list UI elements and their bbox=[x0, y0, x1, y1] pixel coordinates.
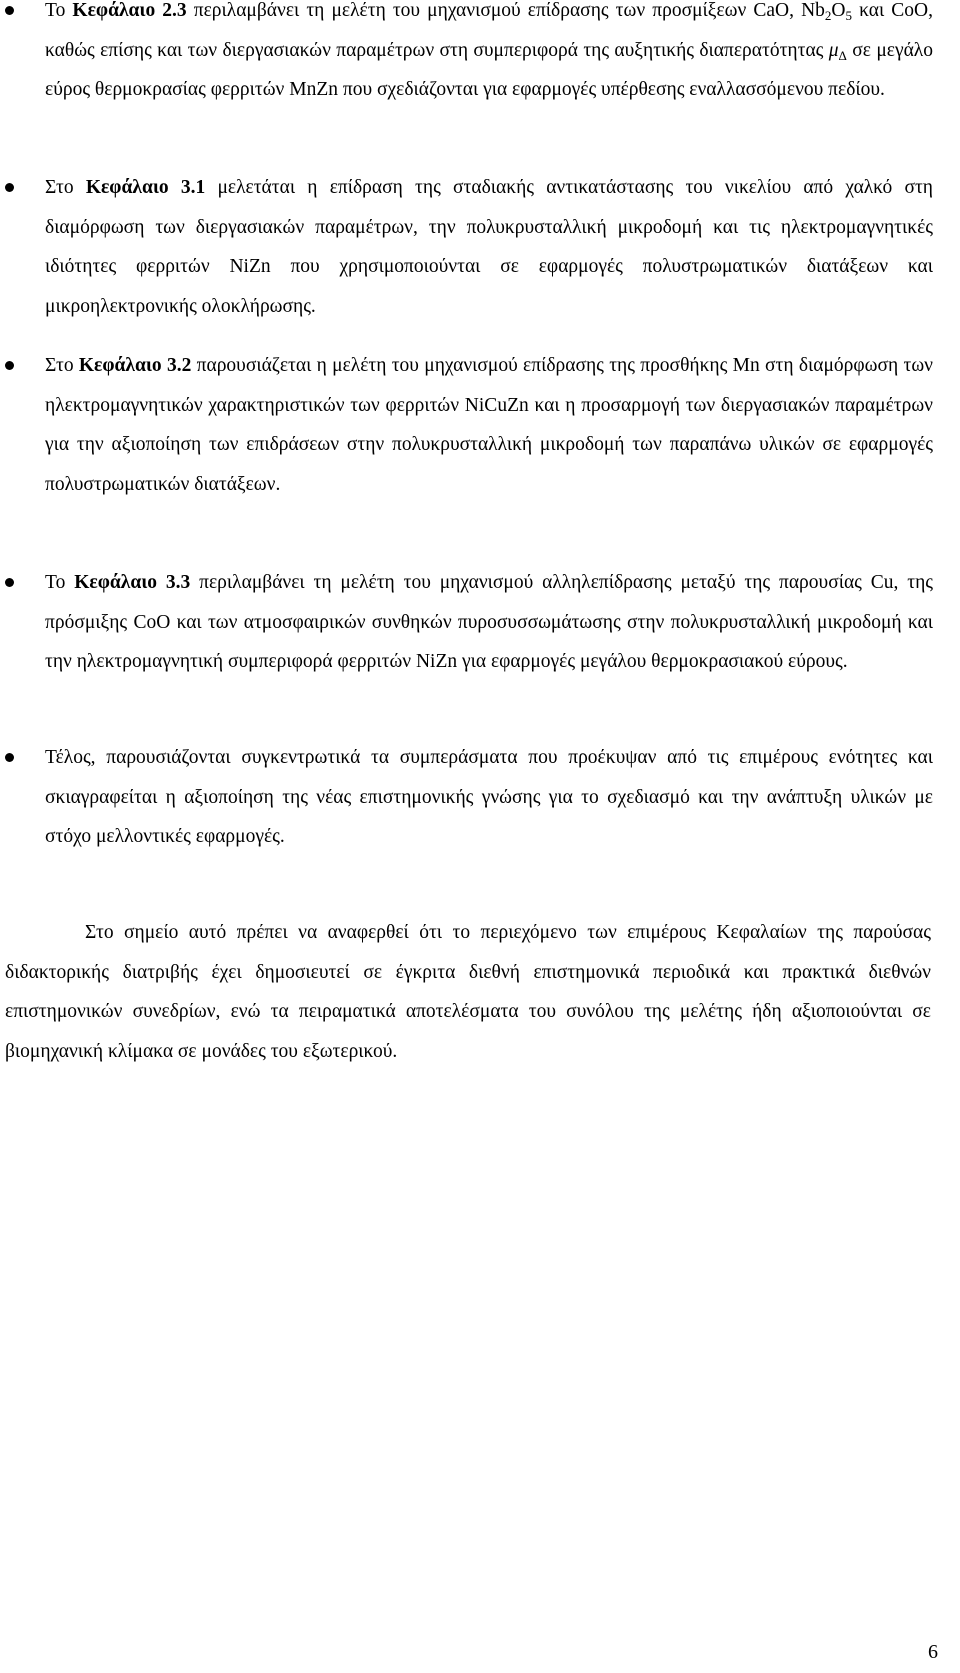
bullet-icon bbox=[5, 753, 14, 762]
list-item bbox=[0, 168, 960, 326]
subscript: Δ bbox=[838, 47, 847, 63]
chapter-ref: Κεφάλαιο 3.1 bbox=[85, 177, 206, 198]
item-text: O bbox=[831, 0, 846, 21]
chapter-ref: Κεφάλαιο 3.2 bbox=[78, 355, 192, 376]
item-prefix: Στο bbox=[45, 177, 86, 198]
list-item bbox=[0, 563, 960, 682]
item-text: παρουσιάζεται η μελέτη του μηχανισμού επίδρασης της προσθήκης Mn στη διαμόρφωση των ηλεκτρομαγνητικών χαρακτηριστικών των φερριτών NiCuZn και η προσαρμογή των διεργασιακών παραμέτρων για την αξιοποίηση των επιδράσεων στην πολυκρυσταλλική μικροδομή των παραπάνω υλικών σε εφαρμογές πολυστρωματικών διατάξεων. bbox=[45, 355, 933, 495]
item-prefix: Το bbox=[45, 0, 73, 21]
item-text: περιλαμβάνει τη μελέτη του μηχανισμού επίδρασης των προσμίξεων CaO, Nb bbox=[186, 0, 825, 21]
bullet-icon bbox=[5, 361, 14, 370]
item-text: Τέλος, παρουσιάζονται συγκεντρωτικά τα συμπεράσματα που προέκυψαν από τις επιμέρους ενότητες και σκιαγραφείται η αξιοποίηση της νέας επιστημονικής γνώσης για το σχεδιασμό και την ανάπτυξη υλικών με στόχο μελλοντικές εφαρμογές. bbox=[45, 747, 933, 847]
subscript: 2 bbox=[824, 8, 832, 23]
list-item bbox=[0, 0, 960, 110]
item-text: μελετάται η επίδραση της σταδιακής αντικατάστασης του νικελίου από χαλκό στη διαμόρφωση των διεργασιακών παραμέτρων, την πολυκρυσταλλική μικροδομή και τις ηλεκτρομαγνητικές ιδιότητες φερριτών NiZn που χρησιμοποιούνται σε εφαρμογές πολυστρωματικών διατάξεων και μικροηλεκτρονικής ολοκλήρωσης. bbox=[45, 177, 933, 317]
chapter-ref: Κεφάλαιο 3.3 bbox=[74, 572, 191, 593]
permeability-symbol: μ bbox=[828, 39, 839, 61]
bullet-icon bbox=[5, 6, 14, 15]
bullet-icon bbox=[5, 183, 14, 192]
closing-paragraph: Στο σημείο αυτό πρέπει να αναφερθεί ότι το περιεχόμενο των επιμέρους Κεφαλαίων της παρούσας διδακτορικής διατριβής έχει δημοσιευτεί σε έγκριτα διεθνή επιστημονικά περιοδικά και πρακτικά διεθνών επιστημονικών συνεδρίων, ενώ τα πειραματικά αποτελέσματα του συνόλου της μελέτης ήδη αξιοποιούνται σε βιομηχανική κλίμακα σε μονάδες του εξωτερικού. bbox=[5, 922, 931, 1062]
list-item bbox=[0, 346, 960, 504]
chapter-ref: Κεφάλαιο 2.3 bbox=[72, 0, 187, 21]
subscript: 5 bbox=[845, 8, 853, 23]
item-prefix: Στο bbox=[45, 355, 79, 376]
item-text: και CoO, καθώς επίσης και των διεργασιακών παραμέτρων στη συμπεριφορά της αυξητικής διαπερατότητας bbox=[45, 0, 933, 61]
list-item bbox=[0, 738, 960, 857]
item-prefix: Το bbox=[45, 572, 75, 593]
page-number: 6 bbox=[928, 1641, 938, 1663]
bullet-icon bbox=[5, 578, 14, 587]
item-text: σε μεγάλο εύρος θερμοκρασίας φερριτών MnZn που σχεδιάζονται για εφαρμογές υπέρθεσης εναλλασσόμενου πεδίου. bbox=[45, 39, 933, 100]
item-text: περιλαμβάνει τη μελέτη του μηχανισμού αλληλεπίδρασης μεταξύ της παρουσίας Cu, της πρόσμιξης CoO και των ατμοσφαιρικών συνθηκών πυροσυσσωμάτωσης στην πολυκρυσταλλική μικροδομή και την ηλεκτρομαγνητική συμπεριφορά φερριτών NiZn για εφαρμογές μεγάλου θερμοκρασιακού εύρους. bbox=[45, 572, 934, 672]
